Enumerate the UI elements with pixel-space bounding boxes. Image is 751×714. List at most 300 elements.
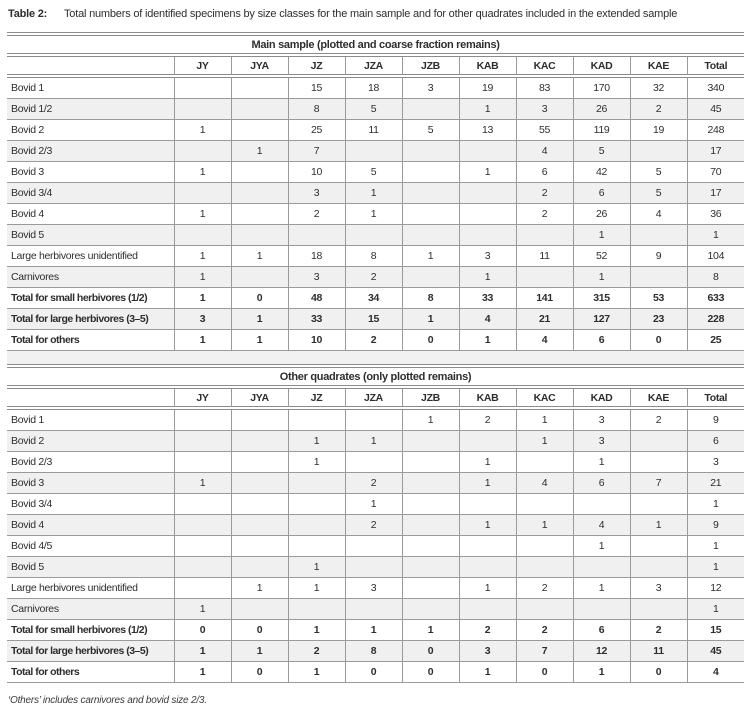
cell bbox=[231, 557, 288, 578]
cell: 70 bbox=[687, 162, 744, 183]
cell: 4 bbox=[516, 473, 573, 494]
cell: 8 bbox=[288, 99, 345, 120]
cell bbox=[459, 141, 516, 162]
section-title: Other quadrates (only plotted remains) bbox=[279, 370, 472, 383]
cell: 7 bbox=[630, 473, 687, 494]
table-separator-strip bbox=[7, 351, 744, 364]
cell: 1 bbox=[288, 662, 345, 683]
cell bbox=[288, 225, 345, 246]
cell: 3 bbox=[402, 78, 459, 99]
cell: 3 bbox=[459, 246, 516, 267]
cell bbox=[459, 557, 516, 578]
column-header: JZ bbox=[288, 389, 345, 407]
cell: 36 bbox=[687, 204, 744, 225]
cell: 12 bbox=[687, 578, 744, 599]
column-header: KAC bbox=[516, 389, 573, 407]
cell: 6 bbox=[687, 431, 744, 452]
row-label: Total for others bbox=[7, 662, 174, 683]
table-row bbox=[7, 578, 744, 599]
column-header: Total bbox=[687, 389, 744, 407]
cell bbox=[402, 599, 459, 620]
cell: 3 bbox=[174, 309, 231, 330]
row-label: Large herbivores unidentified bbox=[7, 246, 174, 267]
cell: 9 bbox=[630, 246, 687, 267]
cell: 1 bbox=[573, 662, 630, 683]
row-label: Bovid 1 bbox=[7, 410, 174, 431]
cell: 315 bbox=[573, 288, 630, 309]
cell: 8 bbox=[345, 246, 402, 267]
cell: 1 bbox=[174, 204, 231, 225]
table-row bbox=[7, 267, 744, 288]
cell bbox=[231, 99, 288, 120]
cell: 19 bbox=[630, 120, 687, 141]
cell: 1 bbox=[345, 204, 402, 225]
cell: 11 bbox=[630, 641, 687, 662]
table-row bbox=[7, 410, 744, 431]
column-header: KAE bbox=[630, 57, 687, 75]
cell bbox=[174, 578, 231, 599]
cell: 3 bbox=[459, 641, 516, 662]
section-title: Main sample (plotted and coarse fraction remains) bbox=[251, 38, 500, 51]
row-label: Total for others bbox=[7, 330, 174, 351]
cell: 3 bbox=[630, 578, 687, 599]
cell: 1 bbox=[231, 309, 288, 330]
cell bbox=[231, 515, 288, 536]
cell: 6 bbox=[573, 183, 630, 204]
cell: 33 bbox=[459, 288, 516, 309]
cell: 48 bbox=[288, 288, 345, 309]
cell: 2 bbox=[288, 641, 345, 662]
cell bbox=[231, 183, 288, 204]
cell: 0 bbox=[402, 641, 459, 662]
cell: 1 bbox=[516, 410, 573, 431]
cell: 1 bbox=[231, 141, 288, 162]
cell: 1 bbox=[573, 578, 630, 599]
column-header: KAD bbox=[573, 389, 630, 407]
column-header: KAC bbox=[516, 57, 573, 75]
cell: 1 bbox=[459, 662, 516, 683]
cell bbox=[288, 473, 345, 494]
cell: 1 bbox=[174, 162, 231, 183]
table-row bbox=[7, 141, 744, 162]
cell: 6 bbox=[516, 162, 573, 183]
cell: 17 bbox=[687, 141, 744, 162]
cell bbox=[402, 183, 459, 204]
cell: 8 bbox=[687, 267, 744, 288]
cell bbox=[402, 473, 459, 494]
cell: 1 bbox=[459, 578, 516, 599]
cell: 34 bbox=[345, 288, 402, 309]
cell: 3 bbox=[687, 452, 744, 473]
row-label: Bovid 4 bbox=[7, 204, 174, 225]
cell: 1 bbox=[174, 599, 231, 620]
cell: 1 bbox=[174, 246, 231, 267]
cell: 1 bbox=[573, 536, 630, 557]
cell: 2 bbox=[516, 183, 573, 204]
cell: 1 bbox=[288, 578, 345, 599]
cell bbox=[573, 494, 630, 515]
cell: 1 bbox=[687, 536, 744, 557]
cell: 1 bbox=[345, 494, 402, 515]
table-row bbox=[7, 330, 744, 351]
table-row bbox=[7, 641, 744, 662]
cell: 1 bbox=[687, 557, 744, 578]
cell bbox=[174, 431, 231, 452]
cell: 7 bbox=[516, 641, 573, 662]
cell: 0 bbox=[630, 662, 687, 683]
cell bbox=[402, 162, 459, 183]
cell: 1 bbox=[345, 431, 402, 452]
row-label: Carnivores bbox=[7, 599, 174, 620]
cell: 83 bbox=[516, 78, 573, 99]
cell: 4 bbox=[516, 330, 573, 351]
cell: 1 bbox=[288, 431, 345, 452]
cell bbox=[288, 494, 345, 515]
cell: 2 bbox=[516, 204, 573, 225]
row-label: Bovid 1/2 bbox=[7, 99, 174, 120]
cell: 42 bbox=[573, 162, 630, 183]
row-label: Total for large herbivores (3–5) bbox=[7, 309, 174, 330]
table-row bbox=[7, 99, 744, 120]
row-label: Total for small herbivores (1/2) bbox=[7, 288, 174, 309]
cell bbox=[231, 162, 288, 183]
table-row bbox=[7, 309, 744, 330]
cell: 0 bbox=[516, 662, 573, 683]
cell: 228 bbox=[687, 309, 744, 330]
cell bbox=[516, 536, 573, 557]
cell bbox=[630, 599, 687, 620]
column-header-row bbox=[7, 389, 744, 407]
cell bbox=[345, 599, 402, 620]
column-header: JZB bbox=[402, 389, 459, 407]
column-header: JZ bbox=[288, 57, 345, 75]
cell bbox=[231, 536, 288, 557]
cell bbox=[174, 494, 231, 515]
table-row bbox=[7, 225, 744, 246]
table-row bbox=[7, 536, 744, 557]
table-row bbox=[7, 162, 744, 183]
cell bbox=[174, 225, 231, 246]
cell: 0 bbox=[231, 620, 288, 641]
cell: 1 bbox=[345, 183, 402, 204]
cell: 53 bbox=[630, 288, 687, 309]
cell: 32 bbox=[630, 78, 687, 99]
cell: 17 bbox=[687, 183, 744, 204]
other-quadrates-table bbox=[7, 368, 744, 683]
cell: 5 bbox=[630, 162, 687, 183]
cell bbox=[288, 599, 345, 620]
cell: 1 bbox=[231, 641, 288, 662]
cell: 119 bbox=[573, 120, 630, 141]
cell: 1 bbox=[174, 662, 231, 683]
cell: 2 bbox=[516, 578, 573, 599]
cell bbox=[288, 536, 345, 557]
cell: 9 bbox=[687, 515, 744, 536]
cell: 5 bbox=[402, 120, 459, 141]
cell: 25 bbox=[288, 120, 345, 141]
cell bbox=[402, 494, 459, 515]
cell: 21 bbox=[687, 473, 744, 494]
cell: 1 bbox=[288, 557, 345, 578]
cell bbox=[231, 204, 288, 225]
cell bbox=[630, 494, 687, 515]
cell: 1 bbox=[231, 330, 288, 351]
column-header: KAD bbox=[573, 57, 630, 75]
cell: 9 bbox=[687, 410, 744, 431]
cell: 3 bbox=[516, 99, 573, 120]
cell: 4 bbox=[516, 141, 573, 162]
cell: 26 bbox=[573, 204, 630, 225]
row-label: Bovid 5 bbox=[7, 557, 174, 578]
cell: 8 bbox=[402, 288, 459, 309]
cell bbox=[231, 473, 288, 494]
cell bbox=[402, 267, 459, 288]
cell: 55 bbox=[516, 120, 573, 141]
corner-cell bbox=[7, 57, 174, 75]
cell bbox=[345, 452, 402, 473]
cell bbox=[459, 494, 516, 515]
row-label: Bovid 3 bbox=[7, 473, 174, 494]
table-caption-text: Total numbers of identified specimens by size classes for the main sample and for other quadrates included in the extended sample bbox=[64, 8, 678, 20]
row-label: Bovid 4/5 bbox=[7, 536, 174, 557]
cell: 0 bbox=[630, 330, 687, 351]
cell: 5 bbox=[345, 99, 402, 120]
row-label: Bovid 1 bbox=[7, 78, 174, 99]
cell: 1 bbox=[459, 473, 516, 494]
cell: 1 bbox=[231, 246, 288, 267]
table-row bbox=[7, 78, 744, 99]
cell bbox=[345, 410, 402, 431]
cell bbox=[402, 431, 459, 452]
cell bbox=[402, 536, 459, 557]
cell bbox=[231, 267, 288, 288]
cell bbox=[231, 78, 288, 99]
cell: 33 bbox=[288, 309, 345, 330]
column-header: JYA bbox=[231, 57, 288, 75]
row-label: Bovid 3 bbox=[7, 162, 174, 183]
cell bbox=[516, 225, 573, 246]
cell: 7 bbox=[288, 141, 345, 162]
cell: 1 bbox=[687, 225, 744, 246]
cell: 13 bbox=[459, 120, 516, 141]
cell bbox=[345, 141, 402, 162]
cell: 1 bbox=[630, 515, 687, 536]
row-label: Total for small herbivores (1/2) bbox=[7, 620, 174, 641]
table-row bbox=[7, 494, 744, 515]
cell: 5 bbox=[345, 162, 402, 183]
cell: 0 bbox=[402, 662, 459, 683]
cell: 1 bbox=[288, 452, 345, 473]
cell bbox=[630, 452, 687, 473]
cell bbox=[573, 557, 630, 578]
cell: 1 bbox=[573, 452, 630, 473]
row-label: Large herbivores unidentified bbox=[7, 578, 174, 599]
cell: 1 bbox=[573, 267, 630, 288]
cell: 11 bbox=[516, 246, 573, 267]
cell bbox=[174, 141, 231, 162]
cell bbox=[288, 410, 345, 431]
row-label: Carnivores bbox=[7, 267, 174, 288]
cell: 1 bbox=[231, 578, 288, 599]
cell: 1 bbox=[516, 515, 573, 536]
table-caption bbox=[8, 8, 744, 21]
cell bbox=[516, 557, 573, 578]
cell bbox=[402, 557, 459, 578]
cell bbox=[630, 141, 687, 162]
cell bbox=[516, 452, 573, 473]
cell: 10 bbox=[288, 162, 345, 183]
cell: 1 bbox=[174, 120, 231, 141]
column-header: JZA bbox=[345, 389, 402, 407]
cell: 4 bbox=[687, 662, 744, 683]
cell: 2 bbox=[516, 620, 573, 641]
row-label: Bovid 3/4 bbox=[7, 183, 174, 204]
cell bbox=[459, 204, 516, 225]
column-header: JY bbox=[174, 389, 231, 407]
cell: 1 bbox=[459, 452, 516, 473]
cell: 0 bbox=[174, 620, 231, 641]
cell: 26 bbox=[573, 99, 630, 120]
cell: 1 bbox=[174, 267, 231, 288]
cell: 2 bbox=[630, 410, 687, 431]
table-row bbox=[7, 557, 744, 578]
cell bbox=[174, 183, 231, 204]
cell: 0 bbox=[231, 288, 288, 309]
cell: 1 bbox=[174, 473, 231, 494]
cell bbox=[402, 204, 459, 225]
cell: 4 bbox=[573, 515, 630, 536]
cell bbox=[402, 515, 459, 536]
table-row bbox=[7, 431, 744, 452]
column-header: KAE bbox=[630, 389, 687, 407]
cell: 12 bbox=[573, 641, 630, 662]
cell bbox=[174, 557, 231, 578]
table-row bbox=[7, 246, 744, 267]
table-row bbox=[7, 452, 744, 473]
cell: 15 bbox=[687, 620, 744, 641]
cell: 1 bbox=[402, 620, 459, 641]
cell: 104 bbox=[687, 246, 744, 267]
cell: 1 bbox=[459, 99, 516, 120]
cell bbox=[174, 78, 231, 99]
column-header-row bbox=[7, 57, 744, 75]
cell: 18 bbox=[288, 246, 345, 267]
main-sample-table bbox=[7, 36, 744, 351]
cell bbox=[231, 599, 288, 620]
table-row bbox=[7, 515, 744, 536]
row-label: Bovid 2 bbox=[7, 431, 174, 452]
cell bbox=[516, 599, 573, 620]
column-header: JZB bbox=[402, 57, 459, 75]
cell bbox=[231, 120, 288, 141]
cell: 1 bbox=[174, 288, 231, 309]
cell: 248 bbox=[687, 120, 744, 141]
cell: 1 bbox=[687, 494, 744, 515]
cell: 45 bbox=[687, 641, 744, 662]
cell: 340 bbox=[687, 78, 744, 99]
cell: 4 bbox=[630, 204, 687, 225]
cell: 0 bbox=[231, 662, 288, 683]
cell bbox=[402, 452, 459, 473]
cell bbox=[231, 225, 288, 246]
cell: 141 bbox=[516, 288, 573, 309]
cell: 1 bbox=[573, 225, 630, 246]
cell: 1 bbox=[459, 330, 516, 351]
cell bbox=[402, 225, 459, 246]
cell: 0 bbox=[345, 662, 402, 683]
cell: 2 bbox=[345, 267, 402, 288]
cell bbox=[459, 183, 516, 204]
cell: 6 bbox=[573, 473, 630, 494]
cell bbox=[630, 225, 687, 246]
cell: 2 bbox=[345, 473, 402, 494]
table-row bbox=[7, 204, 744, 225]
column-header: KAB bbox=[459, 57, 516, 75]
cell: 11 bbox=[345, 120, 402, 141]
cell: 2 bbox=[630, 620, 687, 641]
cell: 1 bbox=[687, 599, 744, 620]
cell bbox=[174, 410, 231, 431]
row-label: Bovid 4 bbox=[7, 515, 174, 536]
cell: 127 bbox=[573, 309, 630, 330]
cell: 6 bbox=[573, 620, 630, 641]
cell: 1 bbox=[174, 330, 231, 351]
cell bbox=[345, 557, 402, 578]
cell: 4 bbox=[459, 309, 516, 330]
section-header-row bbox=[7, 36, 744, 54]
cell bbox=[516, 494, 573, 515]
cell bbox=[459, 431, 516, 452]
cell bbox=[231, 452, 288, 473]
cell bbox=[630, 557, 687, 578]
cell bbox=[174, 452, 231, 473]
cell: 1 bbox=[516, 431, 573, 452]
table-row bbox=[7, 288, 744, 309]
cell: 1 bbox=[459, 162, 516, 183]
cell: 2 bbox=[459, 620, 516, 641]
cell: 15 bbox=[288, 78, 345, 99]
row-label: Bovid 2 bbox=[7, 120, 174, 141]
cell: 25 bbox=[687, 330, 744, 351]
cell: 5 bbox=[573, 141, 630, 162]
cell: 1 bbox=[402, 309, 459, 330]
cell bbox=[630, 267, 687, 288]
cell: 1 bbox=[288, 620, 345, 641]
row-label: Bovid 2/3 bbox=[7, 452, 174, 473]
table-caption-number: Table 2: bbox=[8, 8, 48, 20]
cell bbox=[345, 536, 402, 557]
cell: 5 bbox=[630, 183, 687, 204]
cell: 19 bbox=[459, 78, 516, 99]
cell bbox=[231, 431, 288, 452]
cell: 2 bbox=[345, 515, 402, 536]
cell: 45 bbox=[687, 99, 744, 120]
footnote: ‘Others’ includes carnivores and bovid size 2/3. bbox=[8, 695, 207, 706]
cell bbox=[402, 578, 459, 599]
cell: 3 bbox=[288, 267, 345, 288]
cell: 2 bbox=[459, 410, 516, 431]
cell: 1 bbox=[174, 641, 231, 662]
cell: 2 bbox=[630, 99, 687, 120]
cell bbox=[630, 431, 687, 452]
table-row bbox=[7, 620, 744, 641]
cell: 10 bbox=[288, 330, 345, 351]
cell: 8 bbox=[345, 641, 402, 662]
cell bbox=[345, 225, 402, 246]
table-row bbox=[7, 120, 744, 141]
cell: 1 bbox=[345, 620, 402, 641]
cell: 3 bbox=[345, 578, 402, 599]
